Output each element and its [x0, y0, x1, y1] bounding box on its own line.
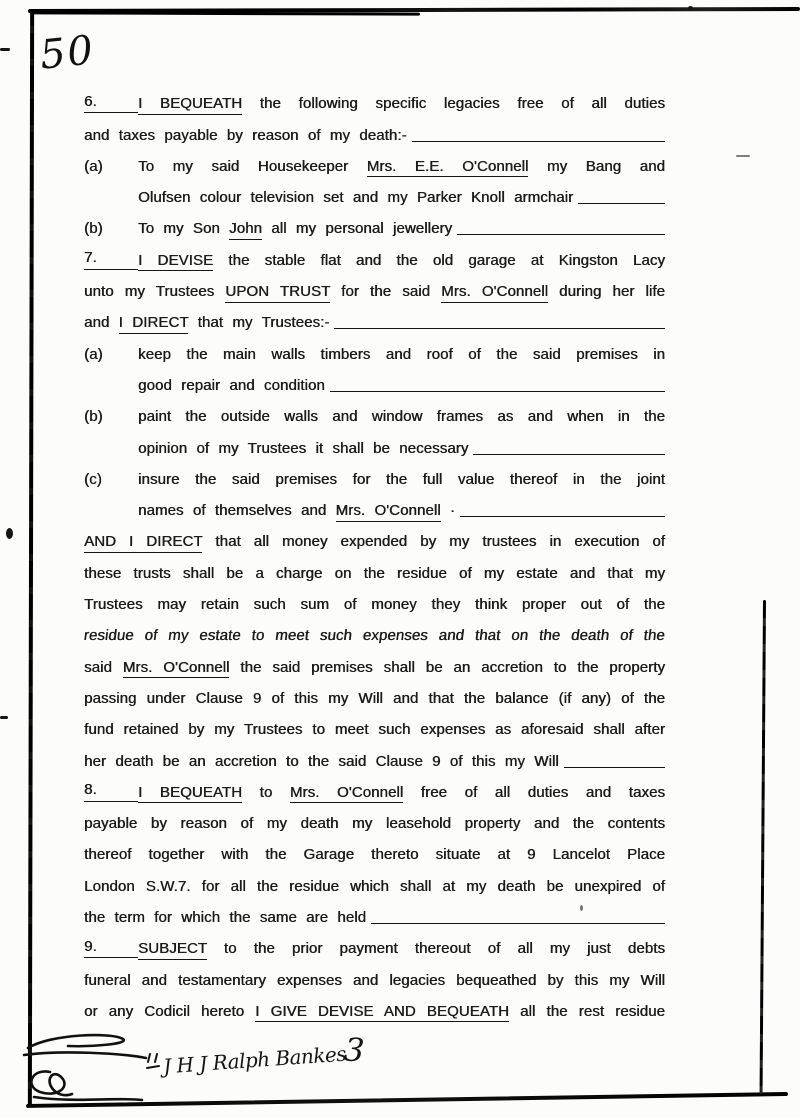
blank-underline — [457, 234, 665, 235]
text-line — [84, 336, 665, 367]
text-segment: To my Son — [138, 220, 230, 238]
text-segment: good repair and condition — [138, 376, 325, 394]
text-line — [84, 242, 665, 273]
line-text — [138, 440, 468, 458]
line-text — [138, 502, 455, 520]
text-segment: and taxes payable by reason of my death:- — [84, 126, 407, 144]
text-segment: Trustees may retain such sum of money they think proper out of the — [84, 596, 665, 614]
line-text — [84, 596, 665, 614]
line-text — [138, 408, 665, 426]
text-segment: these trusts shall be a charge on the residue of my estate and that my — [84, 564, 665, 582]
clause-label: 9. — [84, 938, 138, 959]
text-line — [84, 649, 665, 680]
text-line — [84, 900, 665, 931]
text-line — [84, 462, 665, 493]
line-text — [84, 565, 665, 583]
scan-speckle — [0, 716, 8, 719]
line-text — [84, 127, 407, 145]
text-line — [84, 994, 665, 1025]
text-segment: Mrs. O'Connell — [336, 502, 441, 522]
text-segment: and — [84, 314, 119, 332]
text-segment: SUBJECT — [138, 940, 207, 960]
text-segment: to the prior payment thereout of all my just debts — [206, 940, 665, 958]
line-text — [138, 346, 665, 364]
text-line — [84, 430, 665, 461]
text-line — [84, 368, 665, 399]
clause-label: 6. — [84, 93, 138, 114]
text-segment: John — [229, 220, 262, 240]
text-segment: Mrs. E.E. O'Connell — [367, 158, 529, 178]
blank-underline — [371, 923, 665, 924]
text-segment: Mrs. O'Connell — [290, 784, 403, 804]
text-line — [84, 743, 665, 774]
text-line — [84, 86, 665, 117]
line-text — [138, 784, 665, 802]
text-segment: To my said Housekeeper — [138, 157, 367, 175]
text-segment: London S.W.7. for all the residue which shall at my death be unexpired of — [84, 877, 665, 895]
line-text — [138, 220, 452, 238]
text-line — [84, 180, 665, 211]
text-line — [84, 117, 665, 148]
text-segment: fund retained by my Trustees to meet such expenses as aforesaid shall after — [84, 721, 665, 739]
line-text — [138, 189, 573, 207]
line-text — [138, 95, 665, 113]
text-line — [84, 962, 665, 993]
scan-speckle — [0, 48, 10, 51]
blank-underline — [578, 203, 665, 204]
text-line — [84, 524, 665, 555]
text-segment: for the said — [330, 283, 442, 301]
scan-border-left — [28, 12, 34, 1106]
line-text — [84, 533, 665, 551]
line-text — [138, 252, 665, 270]
text-segment: I DEVISE — [138, 252, 213, 272]
text-segment: free of all duties and taxes — [403, 783, 666, 801]
scan-speckle — [736, 155, 750, 157]
clause-label: (b) — [84, 220, 103, 238]
text-segment: that all money expended by my trustees in execution of — [202, 533, 665, 551]
text-line — [84, 712, 665, 743]
text-segment: thereof together with the Garage thereto situate at 9 Lancelot Place — [84, 846, 665, 864]
line-text — [84, 283, 665, 301]
text-segment: the stable flat and the old garage at Kingston Lacy — [213, 251, 666, 269]
handwritten-page-number: 50 — [37, 27, 98, 79]
clause-label: 7. — [84, 249, 138, 270]
text-segment: residue of my estate to meet such expenses and that on the death of the — [82, 627, 666, 645]
text-segment: the said premises shall be an accretion to the property — [229, 658, 666, 676]
text-segment: opinion of my Trustees it shall be necessary — [138, 439, 469, 457]
clause-label: (c) — [84, 470, 102, 488]
line-text — [138, 471, 665, 489]
text-segment: said — [84, 658, 123, 676]
text-segment: Mrs. O'Connell — [441, 283, 548, 303]
text-segment: I BEQUEATH — [138, 95, 242, 115]
text-segment: to — [242, 783, 290, 801]
line-text — [138, 377, 325, 395]
text-line — [84, 775, 665, 806]
text-line — [84, 493, 665, 524]
text-segment: Mrs. O'Connell — [123, 659, 230, 679]
line-text — [83, 627, 666, 645]
text-segment: that my Trustees:- — [188, 314, 330, 332]
signature-tick-marks — [146, 1052, 162, 1072]
text-line — [84, 806, 665, 837]
line-text — [84, 721, 665, 739]
line-text — [84, 846, 665, 864]
text-line — [84, 681, 665, 712]
line-text — [138, 940, 665, 958]
text-segment: UPON TRUST — [225, 283, 330, 303]
text-segment: all my personal jewellery — [261, 220, 453, 238]
blank-underline — [564, 767, 665, 768]
text-segment: I BEQUEATH — [138, 784, 242, 804]
handwritten-page-index: 3 — [342, 1030, 366, 1070]
scan-speckle — [688, 6, 693, 10]
text-segment: the following specific legacies free of all duties — [242, 95, 665, 113]
line-text — [84, 815, 665, 833]
line-text — [84, 690, 665, 708]
line-text — [84, 878, 665, 896]
line-text — [84, 1003, 665, 1021]
blank-underline — [473, 454, 665, 455]
text-line — [84, 587, 665, 618]
text-segment: the term for which the same are held — [84, 909, 367, 927]
text-line — [84, 305, 665, 336]
text-segment: during her life — [548, 283, 665, 301]
clause-label: (a) — [84, 157, 103, 175]
text-segment: funeral and testamentary expenses and legacies bequeathed by this my Will — [84, 971, 665, 989]
text-segment: insure the said premises for the full value thereof in the joint — [138, 470, 665, 488]
text-segment: names of themselves and — [138, 502, 336, 520]
text-line — [84, 274, 665, 305]
text-segment: passing under Clause 9 of this my Will and that the balance (if any) of the — [84, 689, 665, 707]
text-segment: unto my Trustees — [84, 283, 226, 301]
text-line — [84, 931, 665, 962]
text-segment: payable by reason of my death my leasehold property and the contents — [84, 815, 665, 833]
text-segment: her death be an accretion to the said Clause 9 of this my Will — [84, 752, 559, 770]
text-line — [84, 399, 665, 430]
text-line — [84, 555, 665, 586]
blank-underline — [460, 516, 665, 517]
scan-border-top-blotch — [30, 11, 420, 15]
line-text — [84, 972, 665, 990]
text-segment: I GIVE DEVISE AND BEQUEATH — [255, 1003, 509, 1023]
text-line — [84, 211, 665, 242]
text-line — [84, 868, 665, 899]
text-segment: or any Codicil hereto — [84, 1002, 256, 1020]
text-segment: · — [440, 502, 455, 520]
blank-underline — [412, 141, 665, 142]
text-segment: Olufsen colour television set and my Parker Knoll armchair — [138, 189, 574, 207]
text-segment: all the rest residue — [508, 1002, 665, 1020]
clause-label: (a) — [84, 345, 103, 363]
scan-speckle — [6, 528, 13, 539]
text-line — [82, 618, 667, 649]
document-body — [84, 86, 665, 1025]
line-text — [84, 659, 665, 677]
clause-label: 8. — [84, 781, 138, 802]
text-segment: AND I DIRECT — [84, 533, 202, 553]
clause-label: (b) — [84, 408, 103, 426]
line-text — [84, 314, 329, 332]
text-segment: keep the main walls timbers and roof of the said premises in — [138, 345, 665, 363]
text-segment: I DIRECT — [119, 314, 189, 334]
text-segment: my Bang and — [528, 157, 665, 175]
scan-edge-right — [760, 600, 766, 1094]
signature-name: J H J Ralph Bankes — [162, 1041, 347, 1079]
blank-underline — [334, 328, 665, 329]
line-text — [84, 909, 366, 927]
line-text — [138, 158, 665, 176]
text-segment: paint the outside walls and window frames as and when in the — [138, 408, 665, 426]
line-text — [84, 753, 559, 771]
blank-underline — [330, 391, 665, 392]
signature-scribble — [20, 1030, 158, 1104]
text-line — [84, 837, 665, 868]
text-line — [84, 149, 665, 180]
